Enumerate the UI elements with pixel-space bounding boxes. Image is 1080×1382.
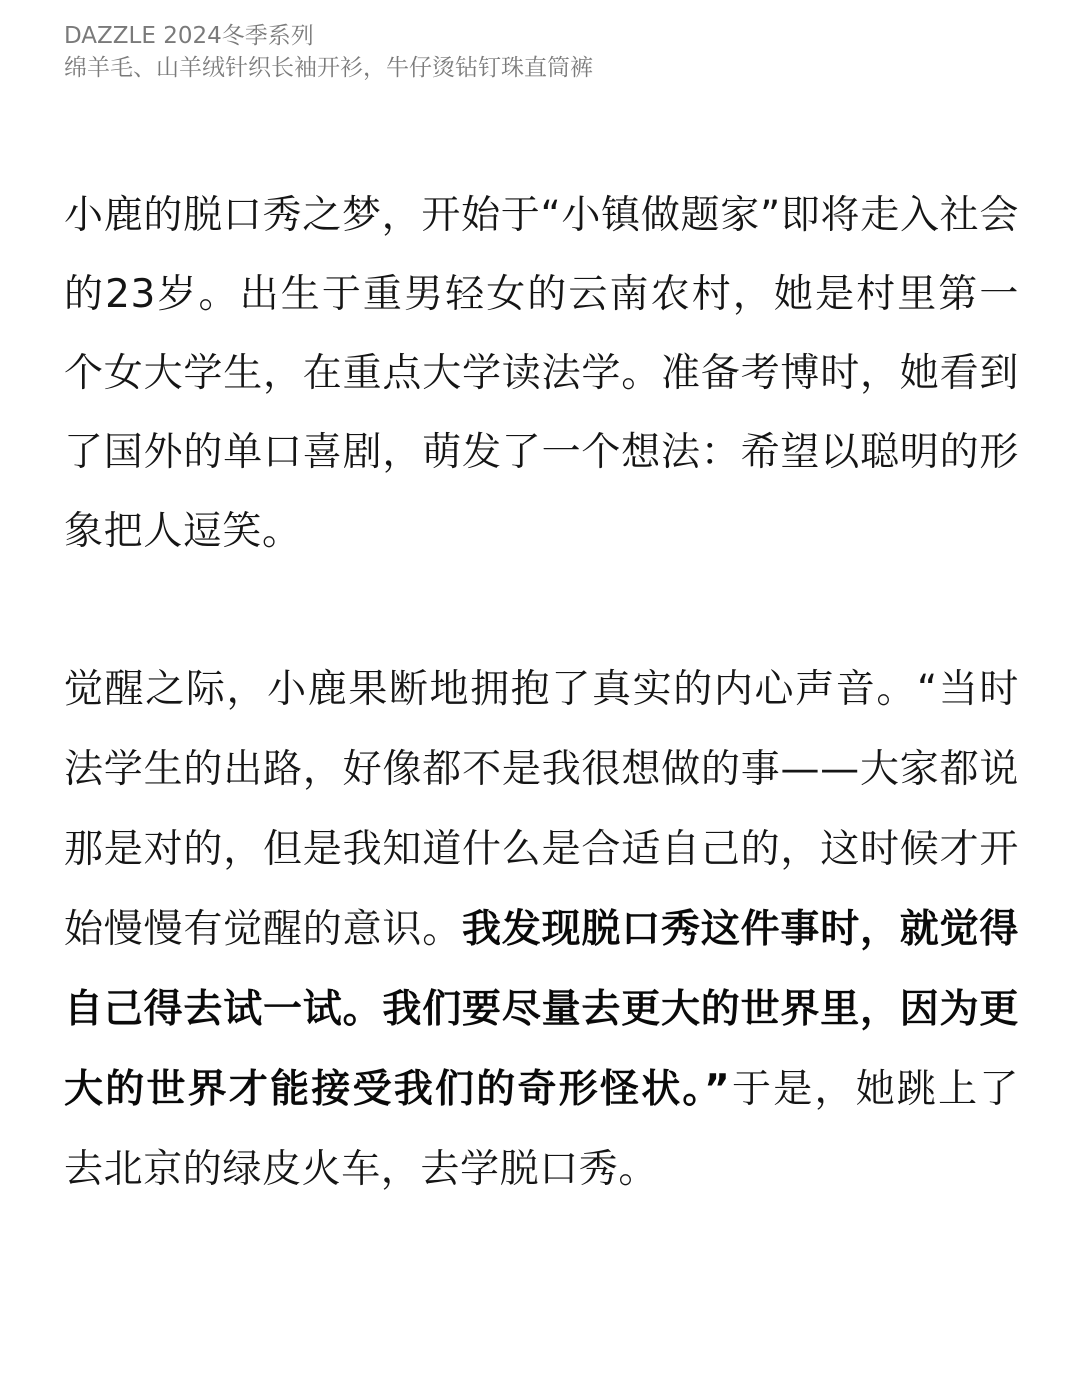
article-body-second xyxy=(64,650,1019,1210)
photo-caption xyxy=(64,20,1024,84)
caption-outfit: 绵羊毛、山羊绒针织长袖开衫，牛仔烫钻钉珠直筒裤 xyxy=(64,55,593,81)
article-body-first xyxy=(64,176,1019,571)
quote-highlight: 我发现脱口秀这件事时，就觉得自己得去试一试。我们要尽量去更大的世界里，因为更大的世界才能接受我们的奇形怪状。” xyxy=(64,907,1019,1112)
paragraph-awakening xyxy=(64,650,1019,1210)
caption-collection: DAZZLE 2024冬季系列 xyxy=(64,23,314,49)
paragraph-dream-origin: 小鹿的脱口秀之梦，开始于“小镇做题家”即将走入社会的23岁。出生于重男轻女的云南农村，她是村里第一个女大学生，在重点大学读法学。准备考博时，她看到了国外的单口喜剧，萌发了一个想法：希望以聪明的形象把人逗笑。 xyxy=(64,193,1019,554)
paragraph-awakening-outro: 于是，她跳上了去北京的绿皮火车，去学脱口秀。 xyxy=(64,1067,1019,1192)
paragraph-awakening-intro: 觉醒之际，小鹿果断地拥抱了真实的内心声音。“当时法学生的出路，好像都不是我很想做的事——大家都说那是对的，但是我知道什么是合适自己的，这时候才开始慢慢有觉醒的意识。 xyxy=(64,667,1019,952)
